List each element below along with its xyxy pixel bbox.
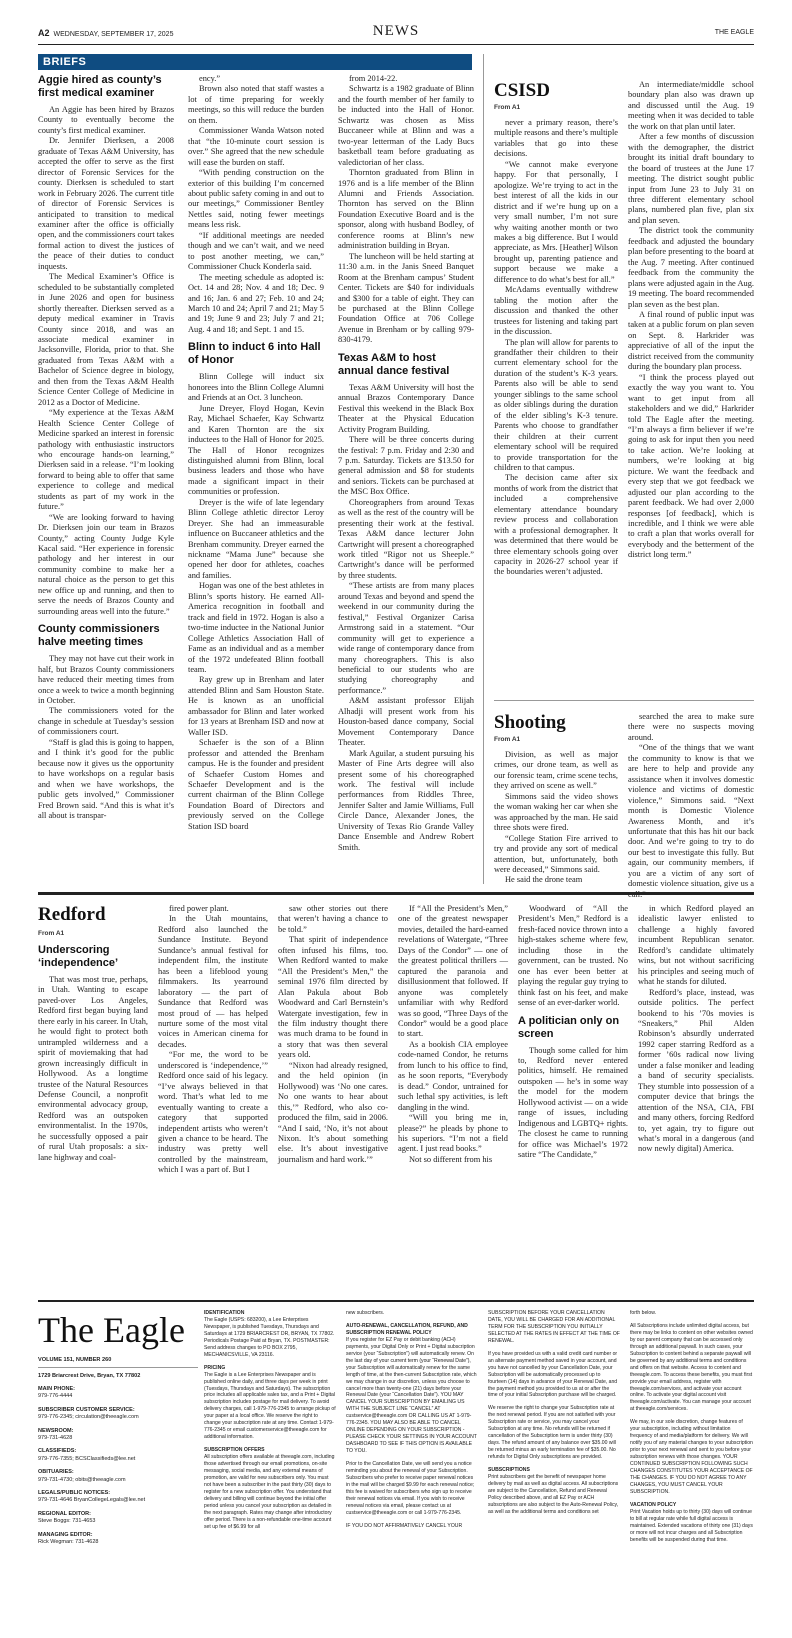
fineprint-paragraph — [346, 1310, 478, 1317]
contact-value: Rick Wegman: 731-4628 — [38, 1539, 99, 1546]
contact-label: NEWSROOM: — [38, 1427, 74, 1434]
article-paragraph: Dreyer is the wife of late legendary Blinn College athletic director Leroy Dreyer. She had an immeasurable influence on Buccaneer athletics and the Brenham community. Dreyer earned the nickname “Mama June” because she opened her door for athletes, coaches and families. — [188, 497, 324, 580]
page-folio — [38, 23, 754, 40]
article-paragraph: The Medical Examiner’s Office is scheduled to be substantially completed in June 2026 and open for business shortly thereafter. Dierksen served as a deputy medical examiner in Travis County since 2018, and was an associate medical examiner in Jacksonville, Florida, prior to that. She graduated from Texas A&M with a Bachelor of Science degree in biology, and then from the Texas A&M Health Science Center College of Medicine in 2012 as a Doctor of Medicine. — [38, 272, 174, 407]
fineprint-column-2 — [346, 1310, 478, 1610]
redford-column-6 — [638, 904, 754, 1292]
shooting-kicker: Shooting — [494, 712, 566, 733]
article-paragraph: As a bookish CIA employee code-named Condor, he returns from lunch to his office to find, as he soon reports, “Everybody is dead.” Condor, untrained for such lethal spy activities, is left dangling in the wind. — [398, 1039, 508, 1112]
contact-label: REGIONAL EDITOR: — [38, 1510, 91, 1517]
fineprint-heading: AUTO-RENEWAL, CANCELLATION, REFUND, AND SUBSCRIPTION RENEWAL POLICY — [346, 1322, 468, 1336]
fineprint-column-1 — [204, 1310, 336, 1610]
volume-number: VOLUME 151, NUMBER 260 — [38, 1356, 198, 1368]
fineprint-paragraph — [346, 1461, 478, 1517]
article-paragraph: June Dreyer, Floyd Hogan, Kevin Ray, Michael Schaefer, Kay Schwartz and Karen Thornton are the six inductees to the Hall of Honor for 2025. The Hall of Honor recognizes distinguished alumni from Blinn, local business leaders and those who have made a significant impact in their communities or profession. — [188, 403, 324, 497]
article-paragraph: “My experience at the Texas A&M Health Science Center College of Medicine sparked an interest in forensic pathology with enthusiastic instructors who encourage hands-on learning,” Dierksen said in a release. “I’m looking forward to being able to offer that same experience to college and medical students as part of my work in the future.” — [38, 408, 174, 512]
folio-date: WEDNESDAY, SEPTEMBER 17, 2025 — [53, 31, 174, 38]
article-paragraph: “Nixon had already resigned, and the held opinion (in Hollywood) was ‘No one cares. No one wants to hear about this,’” Redford, who also co-produced the film, said in 2006. “And I said, ‘No, it’s not about Nixon. It’s about something else. It’s about investigative journalism and hard work.’” — [278, 1060, 388, 1164]
contact-entry — [38, 1407, 198, 1422]
article-paragraph: He said the drone team — [505, 875, 583, 885]
article-paragraph: “I think the process played out exactly the way you want to. You want to get input from all stakeholders and we did,” Harkrider told The Eagle after the meeting. “I’m always a firm believer if we’re going to ask for input then you need to take action. We’re looking at numbers, we’re looking at big picture. We want the feedback and every step that we got feedback we adjusted our plan according to the parent feedback. We had over 2,000 responses [of feedback], which is incredible, and I think we were able to craft a plan that works overall for everybody and the betterment of the district long term.” — [628, 372, 754, 560]
contact-entry — [38, 1428, 198, 1443]
contact-label: SUBSCRIBER CUSTOMER SERVICE: — [38, 1406, 135, 1413]
section-name: NEWS — [372, 23, 420, 39]
fineprint-heading: SUBSCRIPTION OFFERS — [204, 1447, 265, 1454]
article-paragraph: Schaefer is the son of a Blinn professor and attended the Brenham campus. He is the founder and president of Schaefer Custom Homes and Schaefer Development and is the current chairman of the Blinn College Foundation Board of Directors and previously served on the College Station ISD board — [188, 738, 324, 831]
contact-list — [38, 1386, 198, 1547]
contact-entry — [38, 1469, 198, 1484]
fineprint-paragraph — [630, 1310, 754, 1317]
fineprint-text: We reserve the right to change your Subscription rate at the next renewal period. If you are not satisfied with your Subscription rate or service, you may cancel your Subscription at any time. No refunds will be returned if cancellation of the Subscription term is under thirty (30) days. The refund amount of any balance over $35.00 will be returned minus an early termination fee of $35.00. No refunds for Digital Only subscriptions are provided. — [488, 1405, 616, 1461]
article-paragraph: Commissioner Wanda Watson noted that “the 10-minute court session is over.” She agreed that the new schedule will ease the burden on staff. — [188, 126, 324, 167]
article-paragraph: The luncheon will be held starting at 11:30 a.m. in the Janis Sneed Banquet Room at the Brenham campus’ Student Center. Tickets are $40 for individuals and $300 for a table of eight. They can be purchased at the Blinn College Foundation Office at 706 College Avenue in Brenham or by calling 979-830-4179. — [338, 251, 474, 345]
redford-column-4 — [398, 904, 508, 1292]
headline: Blinn to induct 6 into Hall of Honor — [188, 341, 321, 367]
fineprint-paragraph — [204, 1447, 336, 1530]
article-paragraph: A&M assistant professor Elijah Alhadji will present work from his Houston-based dance company, Social Movement Contemporary Dance Theater. — [338, 696, 474, 748]
article-paragraph: “We are looking forward to having Dr. Dierksen join our team in Brazos County,” acting County Judge Kyle Kacal said. “Her experience in forensic pathology and her interest in our community combine to make her a natural choice as the person to get this new office up and running, and then to serve the needs of Brazos County and surrounding areas well into the future.” — [38, 512, 174, 616]
article-paragraph: Ray grew up in Brenham and later attended Blinn and Sam Houston State. He is known as an unofficial ambassador for Blinn and later worked for 13 years at Brenham ISD and now at Waller ISD. — [188, 675, 324, 737]
shooting-jump-from: From A1 — [494, 736, 521, 743]
contact-value: 979-731-4646 BryanCollegeLegals@lee.net — [38, 1497, 146, 1504]
article-paragraph: “Will you bring me in, please?” he pleads by phone to his superiors. “I’m not a field agent. I just read books.” — [398, 1113, 508, 1154]
article-paragraph: from 2014-22. — [349, 74, 398, 83]
fineprint-paragraph — [630, 1419, 754, 1495]
article-paragraph: The commissioners voted for the change in schedule at Tuesday’s session of commissioners court. — [38, 706, 174, 737]
fineprint-paragraph — [630, 1502, 754, 1544]
redford-jump-from: From A1 — [38, 930, 65, 937]
fineprint-text: All Subscriptions include unlimited digital access, but there may be links to content on other websites owned by our parent company that can be accessed only through an additional paywall. In such cases, your Subscription to content behind a separate paywall will be governed by any additional terms and conditions and offers on that website. Access to content and theeagle.com. To access these benefits, you must first provide your email address, register with theeagle.com/services, and activate your account online. To activate your digital account visit theeagle.com/activate. You can manage your account at theeagle.com/services. — [630, 1322, 753, 1413]
article-paragraph: That was most true, perhaps, in Utah. Wanting to escape paved-over Los Angeles, Redford first began buying land there early in his career. In Utah, he would fight to protect both untrampled wilderness and a spirit of moviemaking that had grown increasingly difficult in Hollywood. As a longtime trustee of the Natural Resources Defense Council, a nonprofit environmental advocacy group, Redford was an outspoken environmentalist. In the 1970s, he successfully opposed a pair of rural Utah proposals: a six-lane highway and coal- — [38, 975, 148, 1162]
contact-label: CLASSIFIEDS: — [38, 1448, 77, 1455]
article-paragraph: “Staff is glad this is going to happen, and I think it’s good for the public because now it gives us the opportunity to have workshops on a regular basis and when we have workshops, the public gets involved,” Commissioner Fred Brown said. “And this is what it’s all about is transpar- — [38, 737, 174, 820]
fineprint-paragraph — [346, 1323, 478, 1455]
article-paragraph: A final round of public input was taken at a public forum on plan seven on Sept. 8. Harkrider was appreciative of all of the input the district received from the community during the boundary plan process. — [628, 309, 754, 372]
fineprint-heading: IDENTIFICATION — [204, 1310, 245, 1316]
article-paragraph: “We cannot make everyone happy. For that personally, I apologize. We’re trying to act in the best interest of all the kids in our district and if we’re hung up on a very small number, I’m not sure why waiting another month or two makes a big difference. But I would appreciate, as Mrs. [Heather] Wilson brought up, parenting patience and support because we make a difference to do what’s best for all.” — [494, 159, 618, 284]
contact-entry — [38, 1511, 198, 1526]
article-paragraph: Mark Aguilar, a student pursuing his Master of Fine Arts degree will also present some of his choreographed work. The festival will include performances from Riddles Three, Jennifer Salter and Jamie Williams, Full Circle Dance, Alexander Jones, the University of Texas Rio Grande Valley Dance Ensemble and Andrew Robert Smith. — [338, 748, 474, 852]
fineprint-paragraph — [204, 1310, 336, 1359]
briefs-header: BRIEFS — [38, 54, 472, 70]
article-paragraph: The plan will allow for parents to grandfather their children to their current elementary school for the duration of the student’s K-3 years. Parents also will be able to send younger siblings to the same school as older siblings during the duration of the elder sibling’s K-3 tenure. Parents who choose to grandfather their children at their current elementary school will be required to provide transportation for the children to that campus. — [494, 337, 618, 472]
contact-entry — [38, 1448, 198, 1463]
fineprint-text: new subscribers. — [346, 1310, 385, 1316]
masthead — [38, 1310, 198, 1610]
headline: A politician only on screen — [518, 1014, 620, 1040]
article-paragraph: They may not have cut their work in half, but Brazos County commissioners have reduced their meeting times from once a week to twice a month beginning in October. — [38, 654, 174, 706]
fineprint-text: We may, in our sole discretion, change features of your subscription, including without limitation frequency of and media/platform for delivery. We will notify you of any material changes to your subscription prior to your next renewal and sent to you before your subscription renews with those changes. YOUR CONTINUED SUBSCRIPTION FOLLOWING SUCH CHANGES CONSTITUTES YOUR ACCEPTANCE OF THE CHANGES. IF YOU DO NOT AGREE TO ANY CHANGES, YOU MUST CANCEL YOUR SUBSCRIPTION. — [630, 1419, 753, 1495]
headline: Aggie hired as county’s first medical examiner — [38, 74, 162, 99]
contact-entry — [38, 1490, 198, 1505]
fineprint-text: All subscription offers available at theeagle.com, including those advertised through our email promotions, on-site messaging, social media, and any external means of promotion, are valid for new subscribers only. You must not have been a subscriber in the past thirty (30) days to register for a new subscription offer. You understand that delivery and billing will continue beyond the initial offer period unless you cancel your subscription as detailed in the next paragraph. Rates may change after introductory offer period. There is a non-refundable one-time account set up fee of $6.99 for all — [204, 1454, 335, 1530]
csisd-jump-from: From A1 — [494, 104, 521, 111]
headline: County commissioners halve meeting times — [38, 623, 160, 649]
page-number: A2 — [38, 28, 50, 38]
article-paragraph: “For me, the word to be underscored is ‘independence,’” Redford once said of his legacy. “I’ve always believed in that word. That’s what led to me eventually wanting to create a category that supported independent artists who weren’t given a chance to be heard. The industry was pretty well controlled by the mainstream, which I was a part of. But I — [158, 1050, 268, 1175]
fineprint-heading: SUBSCRIPTIONS — [488, 1467, 530, 1474]
contact-entry — [38, 1532, 198, 1547]
fineprint-paragraph — [488, 1467, 620, 1516]
contact-value: 979-731-4730; obits@theeagle.com — [38, 1476, 126, 1483]
article-paragraph: “These artists are from many places around Texas and beyond and spend the weekend in our community during the festival,” Festival Organizer Carisa Armstrong said in a statement. “Our community will get to experience a wide range of contemporary dance from many choreographers. This is also beneficial to our students who are studying choreography and performance.” — [338, 581, 474, 695]
article-paragraph: in which Redford played an idealistic lawyer enlisted to challenge a highly favored incumbent Republican senator. Redford’s candidate ultimately wins, but not without sacrificing his principles and seeing much of what he stands for diluted. — [638, 904, 754, 987]
fineprint-paragraph — [204, 1365, 336, 1441]
article-paragraph: Division, as well as major crimes, our drone team, as well as our forensic team, crime scene techs, they arrived on scene as well.” — [494, 750, 618, 791]
fineprint-text: Print Vacation holds up to thirty (30) days will continue to bill at regular rate while full digital access is maintained. Extended vacations of thirty one (31) days or more will not incur charges and all Subscription benefits will be suspended during that time. — [630, 1508, 753, 1543]
fineprint-text: If you register for EZ Pay or debit banking (ACH) payments, your Digital Only or Print + Digital subscription service (your “Subscription”) will automatically renew. On the last day of your current term (your “Renewal Date”), your Subscription will automatically renew for the same length of time, at the then-current Subscription rate, which we may change in our discretion, unless you choose to cancel more than twenty-one (21) days before your Renewal Date (your “Cancellation Date”). YOU MAY CANCEL YOUR SUBSCRIPTION BY EMAILING US WITH THE SUBJECT LINE “CANCEL” AT custservice@theeagle.com OR CALLING US AT 1-979-776-2345. YOU MAY ALSO BE ABLE TO CANCEL ONLINE DEPENDING ON YOUR SUBSCRIPTION - PLEASE CHECK YOUR SETTINGS IN YOUR ACCOUNT DASHBOARD TO SEE IF THIS OPTION IS AVAILABLE TO YOU. — [346, 1336, 477, 1455]
contact-value: Steve Boggs: 731-4653 — [38, 1518, 96, 1525]
article-paragraph: The decision came after six months of work from the district that included a comprehensive elementary attendance boundary review process and collaboration with a professional demographer. It was determined that there would be three elementary schools going over capacity in 2026-27 school year if the boundaries weren’t adjusted. — [494, 473, 618, 577]
fineprint-paragraph — [630, 1323, 754, 1413]
fineprint-text: IF YOU DO NOT AFFIRMATIVELY CANCEL YOUR — [346, 1522, 463, 1529]
contact-value: 979-776-4444 — [38, 1393, 73, 1400]
fineprint-paragraph — [488, 1405, 620, 1461]
shooting-column-2 — [628, 712, 754, 889]
article-paragraph: After a few months of discussion with the demographer, the district brought its initial draft boundary to the board of trustees at the June 17 meeting. The district sought public input from June 23 to July 31 on three different elementary school plans, numbered plan five, plan six and plan seven. — [628, 132, 754, 225]
fineprint-paragraph — [346, 1523, 478, 1530]
article-paragraph: An Aggie has been hired by Brazos County to eventually become the county’s first medical examiner. — [38, 105, 174, 135]
article-paragraph: Hogan was one of the best athletes in Blinn’s sports history. He earned All-America recognition in football and track and field in 1972. Hogan is also a two-time inductee in the National Junior College Athletics Association Hall of Fame as an individual and as a member of the 1972 undefeated Blinn football team. — [188, 581, 324, 675]
article-paragraph: “With pending construction on the exterior of this building I’m concerned about public safety coming in and out to our meetings,” Commissioner Bentley Nettles said, noting fewer meetings means less risk. — [188, 168, 324, 230]
article-paragraph: Redford’s place, instead, was outside politics. The perfect bookend to his ’70s movies is “Sneakers,” Phil Alden Robinson’s absurdly underrated 1992 caper starring Redford as a former ’60s radical now living under a false moniker and leading a band of security specialists. They stumble into possession of a computer device that brings the attention of the NSA, CIA, FBI and many others, forcing Redford to, yet again, try to figure out what’s moral in a dangerous (and now newly digital) America. — [638, 987, 754, 1154]
redford-column-1 — [38, 944, 148, 1292]
contact-entry — [38, 1386, 198, 1401]
article-paragraph: An intermediate/middle school boundary plan also was drawn up and discussed until the Aug. 19 meeting when it was decided to table the work on that plan until later. — [628, 80, 754, 131]
story-divider — [494, 700, 754, 701]
contact-label: MANAGING EDITOR: — [38, 1531, 93, 1538]
section-rule — [38, 892, 754, 895]
fineprint-text: If you have provided us with a valid credit card number or an alternate payment method saved in your account, and you have not cancelled by your Cancellation Date, your Subscription will be automatically processed up to fourteen (14) days in advance of your Renewal Date, and the payment method you provided to us at or after the time of your initial Subscription purchase will be charged. — [488, 1350, 618, 1399]
headline: Underscoring ‘independence’ — [38, 944, 119, 969]
fineprint-text: SUBSCRIPTION BEFORE YOUR CANCELLATION DATE, YOU WILL BE CHARGED FOR AN ADDITIONAL TERM FOR THE SUBSCRIPTION YOU INITIALLY SELECTED AT THE RATES IN EFFECT AT THE TIME OF RENEWAL. — [488, 1310, 620, 1344]
fineprint-paragraph — [488, 1310, 620, 1345]
csisd-column-1 — [494, 118, 618, 688]
contact-label: LEGALS/PUBLIC NOTICES: — [38, 1490, 111, 1497]
contact-value: 979-731-4628 — [38, 1435, 73, 1442]
office-address: 1729 Briarcrest Drive, Bryan, TX 77802 — [38, 1373, 141, 1379]
article-paragraph: In the Utah mountains, Redford also launched the Sundance Institute. Beyond Sundance’s annual festival for independent film, the institute has been a lifeblood young filmmakers. Its yearround laboratory — the part of Sundance that Redford was most proud of — has helped nurture some of the most vital voices in American cinema for decades. — [158, 914, 268, 1049]
column-divider — [483, 54, 484, 884]
contact-value: 979-776-7355; BCSClassifieds@lee.net — [38, 1455, 136, 1462]
article-paragraph: Brown also noted that staff wastes a lot of time preparing for weekly meetings, so this will reduce the burden on them. — [188, 84, 324, 125]
contact-value: 979-776-2345; circulation@theeagle.com — [38, 1414, 139, 1421]
csisd-kicker: CSISD — [494, 80, 550, 101]
fineprint-text: The Eagle (USPS: 683200), a Lee Enterprises Newspaper, is published Tuesdays, Thursdays and Saturdays at 1729 BRIARCREST DR, BRYAN, TX 77802. Periodicals Postage Paid at Bryan, TX. POSTMASTER: Send address changes to PO BOX 2795, MECHANICSVILLE, VA 23116. — [204, 1316, 335, 1358]
article-paragraph: Woodward of “All the President’s Men,” Redford is a fresh-faced novice thrown into a high-stakes scheme where few, including those in the government, can be trusted. No one has ever been better at playing the regular guy trying to think fast on his feet, and make sense of an ever-darker world. — [518, 904, 628, 1008]
folio-publication: THE EAGLE — [714, 29, 754, 36]
briefs-column-2 — [188, 74, 324, 880]
headline: Texas A&M to host annual dance festival — [338, 351, 450, 377]
article-paragraph: “If additional meetings are needed though and we can’t wait, and we need to post another meeting, we can,” Commissioner Chuck Konderla said. — [188, 230, 324, 272]
article-paragraph: Texas A&M University will host the annual Brazos Contemporary Dance Festival this weekend in the Black Box Theater at the Physical Education Activity Program Building. — [338, 382, 474, 434]
article-paragraph: The meeting schedule as adopted is: Oct. 14 and 28; Nov. 4 and 18; Dec. 9 and 16; Jan. 6 and 27; Feb. 10 and 24; March 10 and 24; April 7 and 21; May 5 and 19; June 9 and 23; July 7 and 21; Aug. 4 and 18; and Sept. 1 and 15. — [188, 272, 324, 334]
fineprint-text: The Eagle is a Lee Enterprises Newspaper and is published online daily, and three days per week in print (Tuesdays, Thursdays and Saturdays). The subscription price includes all applicable sales tax, and a Print + Digital subscription includes postage for mail delivery. To avoid delivery charges, call 1-979-776-2345 to arrange pickup of your paper at a local office. We reserve the right to change your subscription rate at any time. Contact 1-979-776-2345 or email customerservice@theeagle.com for additional information. — [204, 1371, 336, 1441]
briefs-column-3 — [338, 74, 474, 880]
top-rule — [38, 44, 754, 45]
article-paragraph: fired power plant. — [169, 904, 229, 913]
article-paragraph: Dr. Jennifer Dierksen, a 2008 graduate of Texas A&M University, has accepted the offer to serve as the first director of Forensic Services for the county. Dierksen is scheduled to start work in February 2026. The current title of director of Forensic Services is anticipated to transition to medical examiner after the office is officially open, and the commissioners court takes formal action to divest the justices of the peace of their duties to conduct inquests. — [38, 136, 174, 271]
article-paragraph: Blinn College will induct six honorees into the Blinn College Alumni and Friends at an Oct. 3 luncheon. — [188, 372, 324, 403]
article-paragraph: There will be three concerts during the festival: 7 p.m. Friday and 2:30 and 7 p.m. Saturday. Tickets are $13.50 for general admission and $8 for students and seniors. Tickets can be purchased at the MSC Box Office. — [338, 435, 474, 497]
fineprint-paragraph — [488, 1351, 620, 1400]
article-paragraph: Schwartz is a 1982 graduate of Blinn and the fourth member of her family to be inducted into the Hall of Honor. Schwartz was chosen as Miss Buccaneer while at Blinn and was a two-year letterman of the Lady Bucs basketball team before graduating as valedictorian of her class. — [338, 84, 474, 167]
shooting-column-1 — [494, 750, 618, 884]
newspaper-logo: The Eagle — [38, 1310, 185, 1350]
article-paragraph: “One of the things that we want the community to know is that we are here to help and provide any assistance when it involves domestic violence and victims of domestic violence,” Simmons said. “Next month is Domestic Violence Awareness Month, and it’s unfortunate that this has hit our back door. And we’re going to try to do our best to investigate this fully. But again, our community members, if you are a victim of any sort of domestic violence situation, give us a — [628, 743, 754, 889]
fineprint-text: Prior to the Cancellation Date, we will send you a notice reminding you about the renewal of your Subscription. Subscribers who prefer to receive paper renewal notices in the mail will be charged $9.99 for each renewal notice; this fee is waived for subscribers who sign up to receive their renewal notices via email. If you wish to receive renewal notices via email, please contact us at custservice@theeagle.com or call 1-979-776-2345. — [346, 1461, 475, 1516]
article-paragraph: Simmons said the video shows the woman waking her car when she was approached by the man. He said three shots were fired. — [494, 791, 618, 833]
redford-column-5 — [518, 904, 628, 1292]
contact-label: OBITUARIES: — [38, 1469, 74, 1476]
article-paragraph: ency.” — [199, 74, 221, 83]
article-paragraph: never a primary reason, there’s multiple reasons and there’s multiple variables that go into these decisions. — [494, 118, 618, 159]
article-paragraph: Choreographers from around Texas as well as the rest of the country will be presenting their work at the festival. Texas A&M dance lecturer John Cartwright will present a choreographed work titled “Rigor not us Sheeple.” Cartwright’s dance will be performed by three students. — [338, 497, 474, 580]
fineprint-column-4 — [630, 1310, 754, 1610]
article-paragraph: That spirit of independence often infused his films, too. When Redford wanted to make “All the President’s Men,” the seminal 1976 film directed by Alan Pakula about Bob Woodward and Carl Bernstein’s Watergate investigation, few in the film industry thought there was much drama to be found in a story that was then several years old. — [278, 935, 388, 1060]
fineprint-column-3 — [488, 1310, 620, 1610]
briefs-column-1 — [38, 74, 174, 880]
redford-kicker: Redford — [38, 904, 106, 925]
article-paragraph: Thornton graduated from Blinn in 1976 and is a life member of the Blinn Alumni and Friends Association. Thornton has served on the Blinn Foundation Executive Board and is the sponsor, along with husband Bodley, of conference rooms at Blinn’s new administration building in Bryan. — [338, 168, 474, 251]
fineprint-text: forth below. — [630, 1310, 657, 1316]
masthead-rule — [38, 1300, 754, 1302]
fineprint-heading: PRICING — [204, 1364, 226, 1371]
article-paragraph: saw other stories out there that weren’t having a chance to be told.” — [278, 904, 388, 934]
fineprint-text: Print subscribers get the benefit of newspaper home delivery by mail as well as digital access. All subscriptions are subject to the Cancellation, Refund and Renewal Policy described above, and all EZ Pay or ACH subscriptions are also subject to the Auto-Renewal Policy, as well as the additional terms and conditions set — [488, 1474, 619, 1515]
article-paragraph: If “All the President’s Men,” one of the greatest newspaper movies, detailed the hard-earned revelations of Watergate, “Three Days of the Condor” — one of the greatest political thrillers — captured the paranoia and disillusionment that followed. If anyone was completely unfamiliar with why Redford was so good, “Three Days of the Condor” would be a good place to start. — [398, 904, 508, 1039]
csisd-column-2 — [628, 80, 754, 688]
redford-column-2 — [158, 904, 268, 1292]
article-paragraph: “College Station Fire arrived to try and provide any sort of medical attention, but, unfortunately, both were deceased,” Simmons said. — [494, 833, 618, 874]
article-paragraph: McAdams eventually withdrew tabling the motion after the discussion and thanked the other trustees for listening and taking part in the discussion. — [494, 285, 618, 337]
article-paragraph: The district took the community feedback and adjusted the boundary plan before presenting to the board at the Aug. 7 meeting. After continued feedback from the community the plans were adjusted again in the Aug. 19 meeting. The board recommended plan seven as the best plan. — [628, 226, 754, 309]
contact-label: MAIN PHONE: — [38, 1386, 75, 1392]
article-paragraph: Not so different from his — [409, 1154, 493, 1164]
fineprint-heading: VACATION POLICY — [630, 1501, 677, 1508]
redford-column-3 — [278, 904, 388, 1292]
article-paragraph: searched the area to make sure there were no suspects moving around. — [628, 712, 754, 742]
article-paragraph: Though some called for him to, Redford never entered politics, himself. He remained outspoken — he’s in some way the model for the modern Hollywood activist — on a wide range of issues, including Indigenous and LGBTQ+ rights. The closest he came to running for office was Michael’s 1972 satire “The Candidate,” — [518, 1045, 628, 1160]
